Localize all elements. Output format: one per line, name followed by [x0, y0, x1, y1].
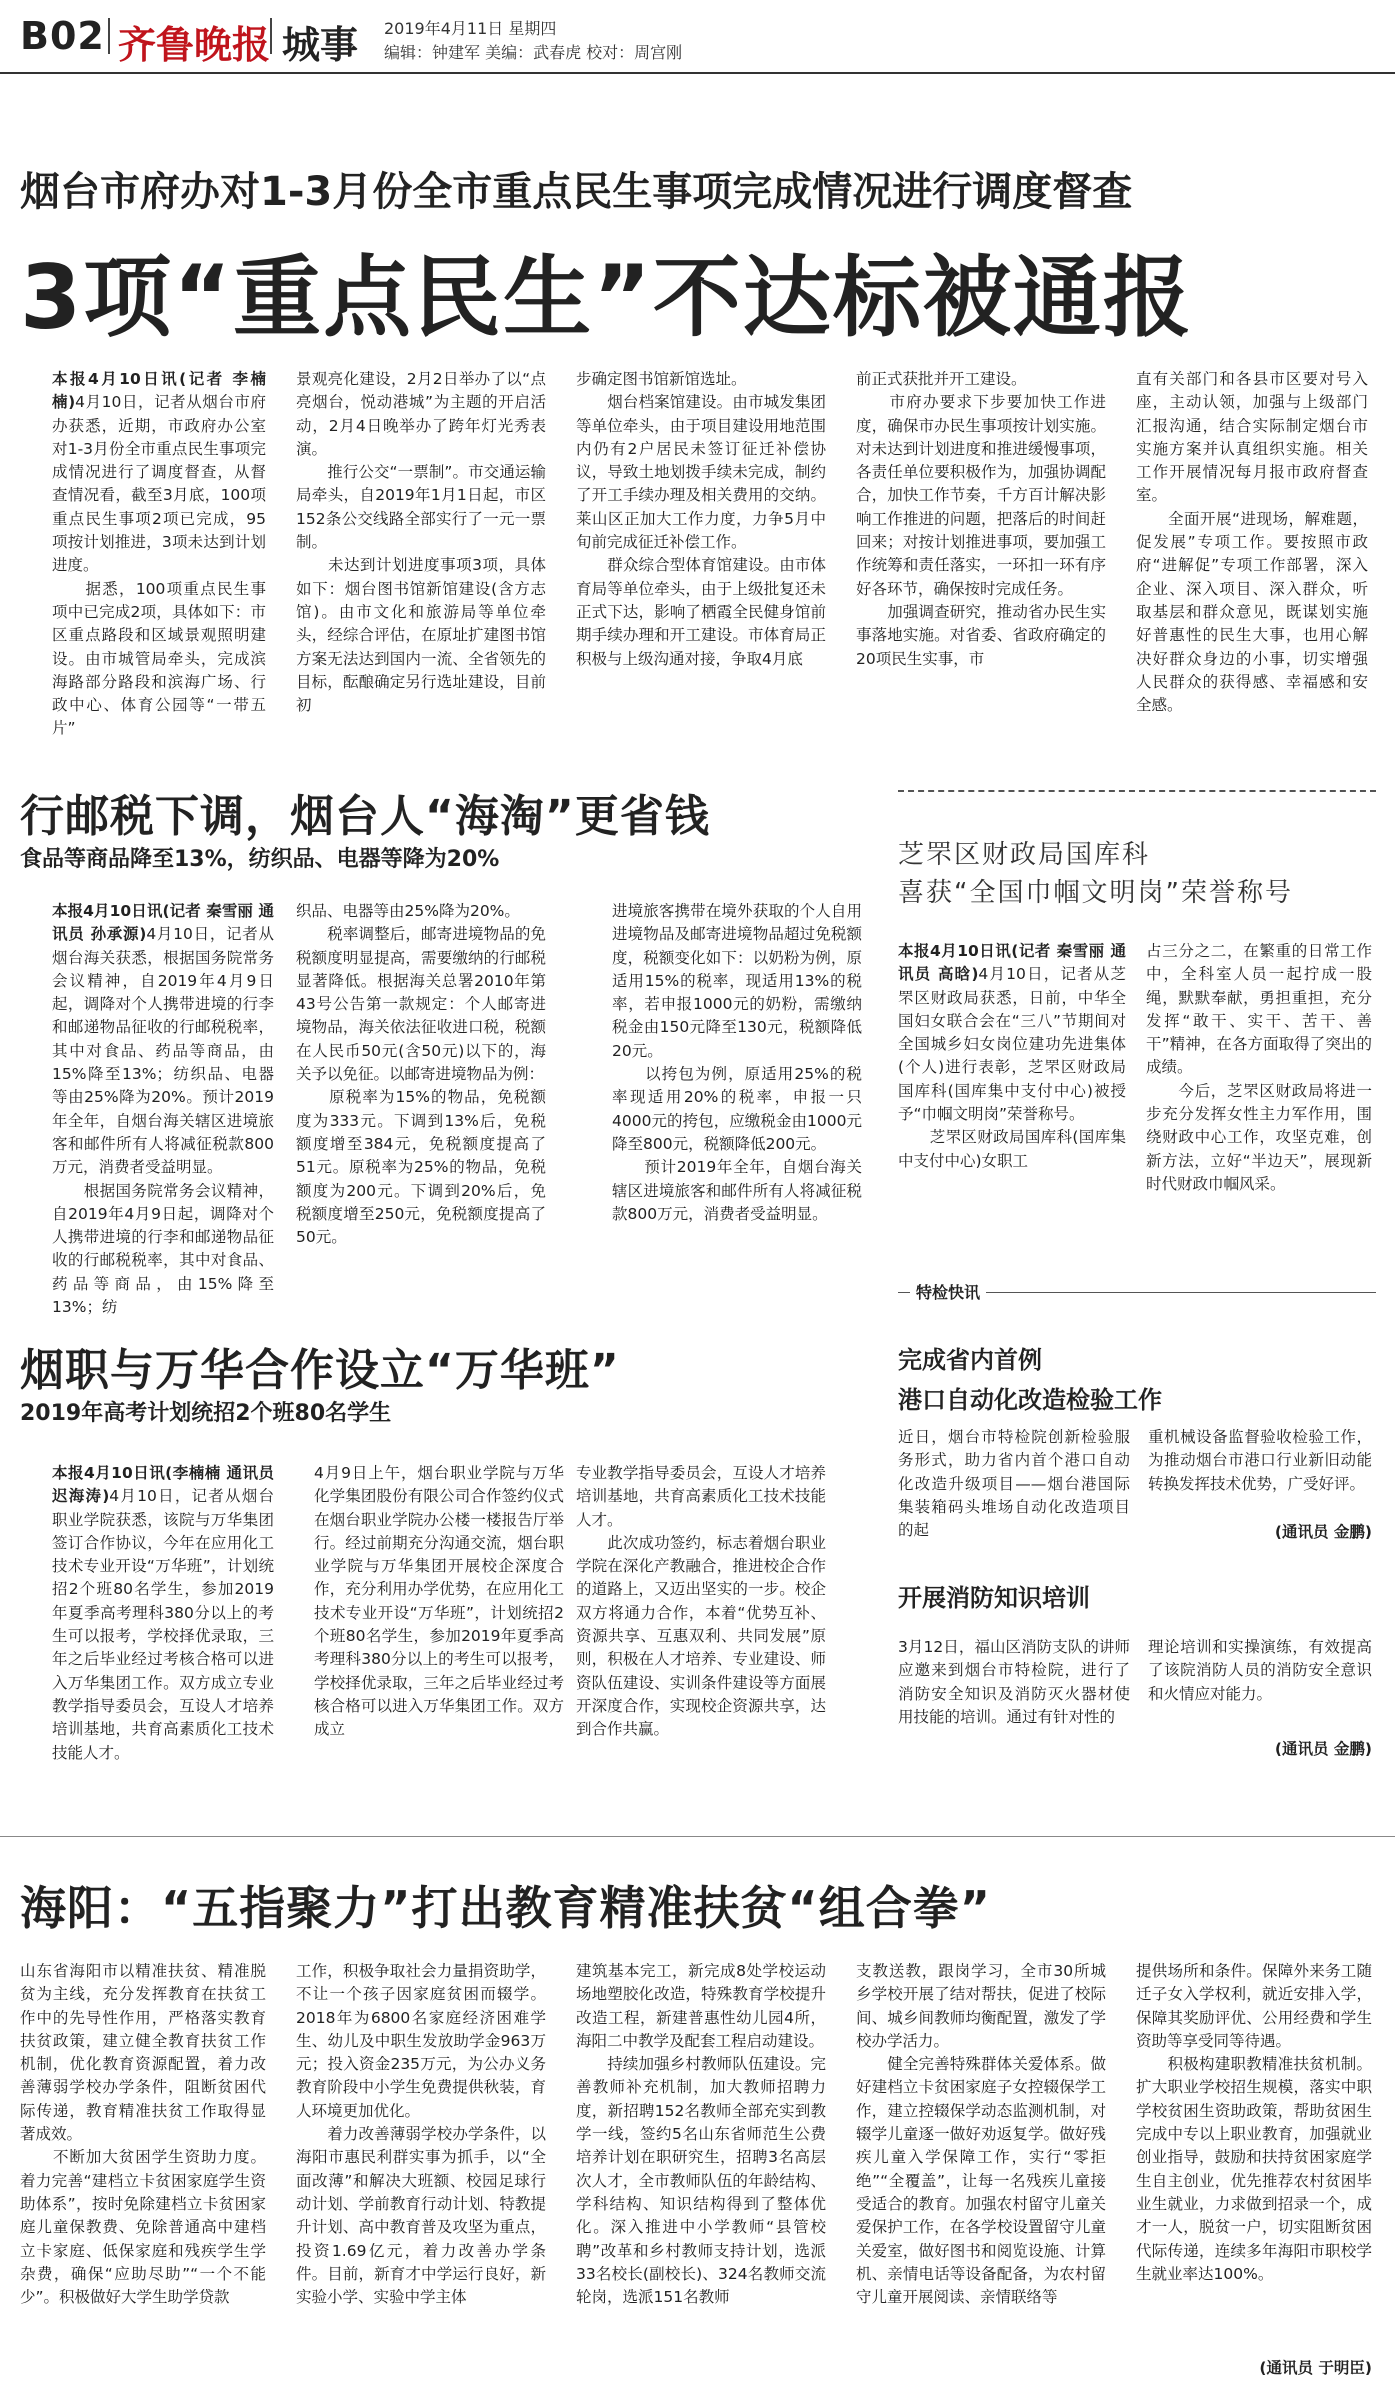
staff-line: 编辑：钟建军 美编：武春虎 校对：周宫刚	[384, 43, 683, 62]
divider	[270, 18, 272, 54]
article3-column-1	[898, 940, 1126, 1280]
article2-column-2: 织品、电器等由25%降为20%。 税率调整后，邮寄进境物品的免税额度明显提高，需要缴纳的行邮税显著降低。根据海关总署2010年第43号公告第一款规定：个人邮寄进境物品，海关依法征收进口税，税额在人民币50元(含50元)以下的，海关予以免征。以邮寄进境物品为例： 原税率为15%的物品，免税额度为333元。下调到13%后，免税额度增至384元，免税额度提高了51元。原税率为25%的物品，免税额度为200元。下调到20%后，免税额度增至250元，免税额度提高了50元。	[296, 902, 546, 1247]
masthead-rule	[0, 72, 1395, 74]
article1-column-5: 直有关部门和各县市区要对号入座，主动认领，加强与上级部门汇报沟通，结合实际制定烟台市实施方案并认真组织实施。相关工作开展情况每月报市政府督查室。 全面开展“进现场，解难题，促发展”专项工作。要按照市政府“进解促”专项工作部署，深入企业、深入项目、深入群众，听取基层和群众意见，既谋划实施好普惠性的民生大事，也用心解决好群众身边的小事，切实增强人民群众的获得感、幸福感和安全感。	[1136, 370, 1368, 715]
brief1-credit: (通讯员 金鹏)	[1274, 1523, 1372, 1541]
article5-headline: 海阳：“五指聚力”打出教育精准扶贫“组合拳”	[20, 1881, 991, 1935]
article3-dateline: 本报4月10日讯(记者 秦雪丽 通讯员 高晗)	[898, 942, 1126, 984]
brief2-title: 开展消防知识培训	[898, 1584, 1090, 1612]
article3-headline-line2: 喜获“全国巾帼文明岗”荣誉称号	[898, 878, 1293, 908]
article4-dateline: 本报4月10日讯(李楠楠 通讯员 迟海涛)	[52, 1464, 274, 1506]
article2-dateline: 本报4月10日讯(记者 秦雪丽 通讯员 孙承源)	[52, 902, 274, 944]
newspaper-logo: 齐鲁晚报	[118, 23, 271, 67]
brief1-title-line2: 港口自动化改造检验工作	[898, 1386, 1162, 1414]
page-number: B02	[20, 14, 105, 58]
date-line: 2019年4月11日 星期四	[384, 19, 557, 38]
briefs-tag: 特检快讯	[910, 1280, 986, 1303]
article5-column-4: 支教送教，跟岗学习，全市30所城乡学校开展了结对帮扶，促进了校际间、城乡间教师均衡配置，激发了学校办学活力。 健全完善特殊群体关爱体系。做好建档立卡贫困家庭子女控辍保学工作，建立控辍保学动态监测机制，对辍学儿童逐一做好劝返复学。做好残疾儿童入学保障工作，实行“零拒绝”“全覆盖”，让每一名残疾儿童接受适合的教育。加强农村留守儿童关爱保护工作，在各学校设置留守儿童关爱室，做好图书和阅览设施、计算机、亲情电话等设备配备，为农村留守儿童开展阅读、亲情联络等	[856, 1962, 1106, 2307]
brief1-column-1: 近日，烟台市特检院创新检验服务形式，助力省内首个港口自动化改造升级项目——烟台港国际集装箱码头堆场自动化改造项目的起	[898, 1428, 1130, 1540]
article1-column-3: 步确定图书馆新馆选址。 烟台档案馆建设。由市城发集团等单位牵头，由于项目建设用地范围内仍有2户居民未签订征迁补偿协议，导致土地划拨手续未完成，制约了开工手续办理及相关费用的交纳。莱山区正加大工作力度，力争5月中旬前完成征迁补偿工作。 群众综合型体育馆建设。由市体育局等单位牵头，由于上级批复还未正式下达，影响了栖霞全民健身馆前期手续办理和开工建设。市体育局正积极与上级沟通对接，争取4月底	[576, 370, 826, 668]
section-rule	[0, 1836, 1395, 1837]
article1-column-4: 前正式获批并开工建设。 市府办要求下步要加快工作进度，确保市办民生事项按计划实施。对未达到计划进度和推进缓慢事项，各责任单位要积极作为，加强协调配合，加快工作节奏，千方百计解决影响工作推进的问题，把落后的时间赶回来；对按计划推进事项，要加强工作统筹和责任落实，一环扣一环有序好各环节，确保按时完成任务。 加强调查研究，推动省办民生实事落地实施。对省委、省政府确定的20项民生实事，市	[856, 370, 1106, 668]
section-name: 城事	[282, 23, 359, 67]
brief2-credit: (通讯员 金鹏)	[1274, 1740, 1372, 1758]
article4-headline: 烟职与万华合作设立“万华班”	[20, 1345, 620, 1396]
article5-column-2: 工作，积极争取社会力量捐资助学，不让一个孩子因家庭贫困而辍学。2018年为6800名家庭经济困难学生、幼儿及中职生发放助学金963万元；投入资金235万元，为公办义务教育阶段中小学生免费提供秋装，育人环境更加优化。 着力改善薄弱学校办学条件，以海阳市惠民利群实事为抓手，以“全面改薄”和解决大班额、校园足球行动计划、学前教育行动计划、特教提升计划、高中教育普及攻坚为重点，投资1.69亿元，着力改善办学条件。目前，新育才中学运行良好，新实验小学、实验中学主体	[296, 1962, 546, 2307]
article1-column-2: 景观亮化建设，2月2日举办了以“点亮烟台，悦动港城”为主题的开启活动，2月4日晚举办了跨年灯光秀表演。 推行公交“一票制”。市交通运输局牵头，自2019年1月1日起，市区152条公交线路全部实行了一元一票制。 未达到计划进度事项3项，具体如下：烟台图书馆新馆建设(含方志馆)。由市文化和旅游局等单位牵头，经综合评估，在原址扩建图书馆方案无法达到国内一流、全省领先的目标，酝酿确定另行选址建设，目前初	[296, 370, 546, 715]
brief1-column-2: 重机械设备监督验收检验工作，为推动烟台市港口行业新旧动能转换发挥技术优势，广受好评。	[1148, 1428, 1372, 1493]
article4-column-3: 专业教学指导委员会，互设人才培养培训基地，共育高素质化工技术技能人才。 此次成功签约，标志着烟台职业学院在深化产教融合，推进校企合作的道路上，又迈出坚实的一步。校企双方将通力合作，本着“优势互补、资源共享、互惠双利、共同发展”原则，积极在人才培养、专业建设、师资队伍建设、实训条件建设等方面展开深度合作，实现校企资源共享，达到合作共赢。	[576, 1464, 826, 1739]
article4-subhead: 2019年高考计划统招2个班80名学生	[20, 1401, 392, 1426]
masthead	[0, 0, 1395, 70]
article2-headline: 行邮税下调，烟台人“海淘”更省钱	[20, 791, 710, 842]
article5-column-3: 建筑基本完工，新完成8处学校运动场地塑胶化改造，特殊教育学校提升改造工程，新建普惠性幼儿园4所，海阳二中教学及配套工程启动建设。 持续加强乡村教师队伍建设。完善教师补充机制，加大教师招聘力度，新招聘152名教师全部充实到教学一线，签约5名山东省师范生公费培养计划在职研究生，招聘3名高层次人才，全市教师队伍的年龄结构、学科结构、知识结构得到了整体优化。深入推进中小学教师“县管校聘”改革和乡村教师支持计划，选派33名校长(副校长)、324名教师交流轮岗，选派151名教师	[576, 1962, 826, 2307]
sidebar-divider	[898, 790, 1376, 792]
article1-headline: 3项“重点民生”不达标被通报	[20, 246, 1193, 349]
article5-column-5: 提供场所和条件。保障外来务工随迁子女入学权利，就近安排入学，保障其奖励评优、公用经费和学生资助等享受同等待遇。 积极构建职教精准扶贫机制。扩大职业学校招生规模，落实中职学校贫困生资助政策，帮助贫困生完成中专以上职业教育，加强就业创业指导，鼓励和扶持贫困家庭学生自主创业，优先推荐农村贫困毕业生就业，力求做到招录一个，成才一人，脱贫一户，切实阻断贫困代际传递，连续多年海阳市职校学生就业率达100%。	[1136, 1962, 1372, 2283]
brief2-column-2: 理论培训和实操演练，有效提高了该院消防人员的消防安全意识和火情应对能力。	[1148, 1638, 1372, 1703]
brief2-column-1: 3月12日，福山区消防支队的讲师应邀来到烟台市特检院，进行了消防安全知识及消防灭火器材使用技能的培训。通过有针对性的	[898, 1638, 1130, 1726]
article4-column-1	[52, 1462, 274, 1807]
article2-column-3: 进境旅客携带在境外获取的个人自用进境物品及邮寄进境物品超过免税额度，税额变化如下：以奶粉为例，原适用15%的税率，现适用13%的税率，若申报1000元的奶粉，需缴纳税金由150元降至130元，税额降低20元。 以挎包为例，原适用25%的税率现适用20%的税率，申报一只4000元的挎包，应缴税金由1000元降至800元，税额降低200元。 预计2019年全年，自烟台海关辖区进境旅客和邮件所有人将减征税款800万元，消费者受益明显。	[612, 902, 862, 1223]
article3-text-1: 4月10日，记者从芝罘区财政局获悉，日前，中华全国妇女联合会在“三八”节期间对全国城乡妇女岗位建功先进集体(个人)进行表彰，芝罘区财政局国库科(国库集中支付中心)被授予“巾帼文明岗”荣誉称号。 芝罘区财政局国库科(国库集中支付中心)女职工	[898, 965, 1126, 1170]
article1-text-1: 4月10日，记者从烟台市府办获悉，近期，市政府办公室对1-3月份全市重点民生事项完成情况进行了调度督查，从督查情况看，截至3月底，100项重点民生事项2项已完成，95项按计划推进，3项未达到计划进度。 据悉，100项重点民生事项中已完成2项，具体如下：市区重点路段和区域景观照明建设。由市城管局牵头，完成滨海路部分路段和滨海广场、行政中心、体育公园等“一带五片”	[52, 393, 266, 738]
article3-headline-line1: 芝罘区财政局国库科	[898, 840, 1151, 870]
article2-text-1: 4月10日，记者从烟台海关获悉，根据国务院常务会议精神，自2019年4月9日起，调降对个人携带进境的行李和邮递物品征收的行邮税税率，其中对食品、药品等商品，由15%降至13%；纺织品、电器等由25%降为20%。预计2019年全年，自烟台海关辖区进境旅客和邮件所有人将减征税款800万元，消费者受益明显。 根据国务院常务会议精神，自2019年4月9日起，调降对个人携带进境的行李和邮递物品征收的行邮税税率，其中对食品、药品等商品，由15%降至13%；纺	[52, 925, 275, 1317]
article3-column-2: 占三分之二，在繁重的日常工作中，全科室人员一起拧成一股绳，默默奉献，勇担重担，充分发挥“敢干、实干、苦干、善干”精神，在各方面取得了突出的成绩。 今后，芝罘区财政局将进一步充分发挥女性主力军作用，围绕财政中心工作，攻坚克难，创新方法，立好“半边天”，展现新时代财政巾帼风采。	[1146, 942, 1372, 1193]
article5-column-1: 山东省海阳市以精准扶贫、精准脱贫为主线，充分发挥教育在扶贫工作中的先导性作用，严格落实教育扶贫政策，建立健全教育扶贫工作机制，优化教育资源配置，着力改善薄弱学校办学条件，阻断贫困代际传递，教育精准扶贫工作取得显著成效。 不断加大贫困学生资助力度。着力完善“建档立卡贫困家庭学生资助体系”，按时免除建档立卡贫困家庭儿童保教费、免除普通高中建档立卡家庭、低保家庭和残疾学生学杂费，确保“应助尽助”“一个不能少”。积极做好大学生助学贷款	[20, 1962, 266, 2307]
article5-credit: (通讯员 于明臣)	[1259, 2359, 1372, 2377]
article2-column-1	[52, 900, 275, 1317]
divider	[108, 18, 110, 54]
article4-column-2: 4月9日上午，烟台职业学院与万华化学集团股份有限公司合作签约仪式在烟台职业学院办公楼一楼报告厅举行。经过前期充分沟通交流，烟台职业学院与万华集团开展校企深度合作，充分利用办学优势，在应用化工技术专业开设“万华班”，计划统招2个班80名学生，参加2019年夏季高考理科380分以上的考生可以报考，学校择优录取，三年之后毕业经过考核合格可以进入万华集团工作。双方成立	[314, 1464, 564, 1739]
article1-column-1	[52, 368, 266, 748]
article4-text-1: 4月10日，记者从烟台职业学院获悉，该院与万华集团签订合作协议，今年在应用化工技术专业开设“万华班”，计划统招2个班80名学生，参加2019年夏季高考理科380分以上的考生可以报考，学校择优录取，三年之后毕业经过考核合格可以进入万华集团工作。双方成立专业教学指导委员会，互设人才培养培训基地，共育高素质化工技术技能人才。	[52, 1487, 274, 1762]
article1-dateline: 本报4月10日讯(记者 李楠楠)	[52, 370, 266, 412]
brief1-title-line1: 完成省内首例	[898, 1346, 1042, 1374]
article1-kicker: 烟台市府办对1-3月份全市重点民生事项完成情况进行调度督查	[20, 169, 1133, 215]
article2-subhead: 食品等商品降至13%，纺织品、电器等降为20%	[20, 847, 500, 872]
